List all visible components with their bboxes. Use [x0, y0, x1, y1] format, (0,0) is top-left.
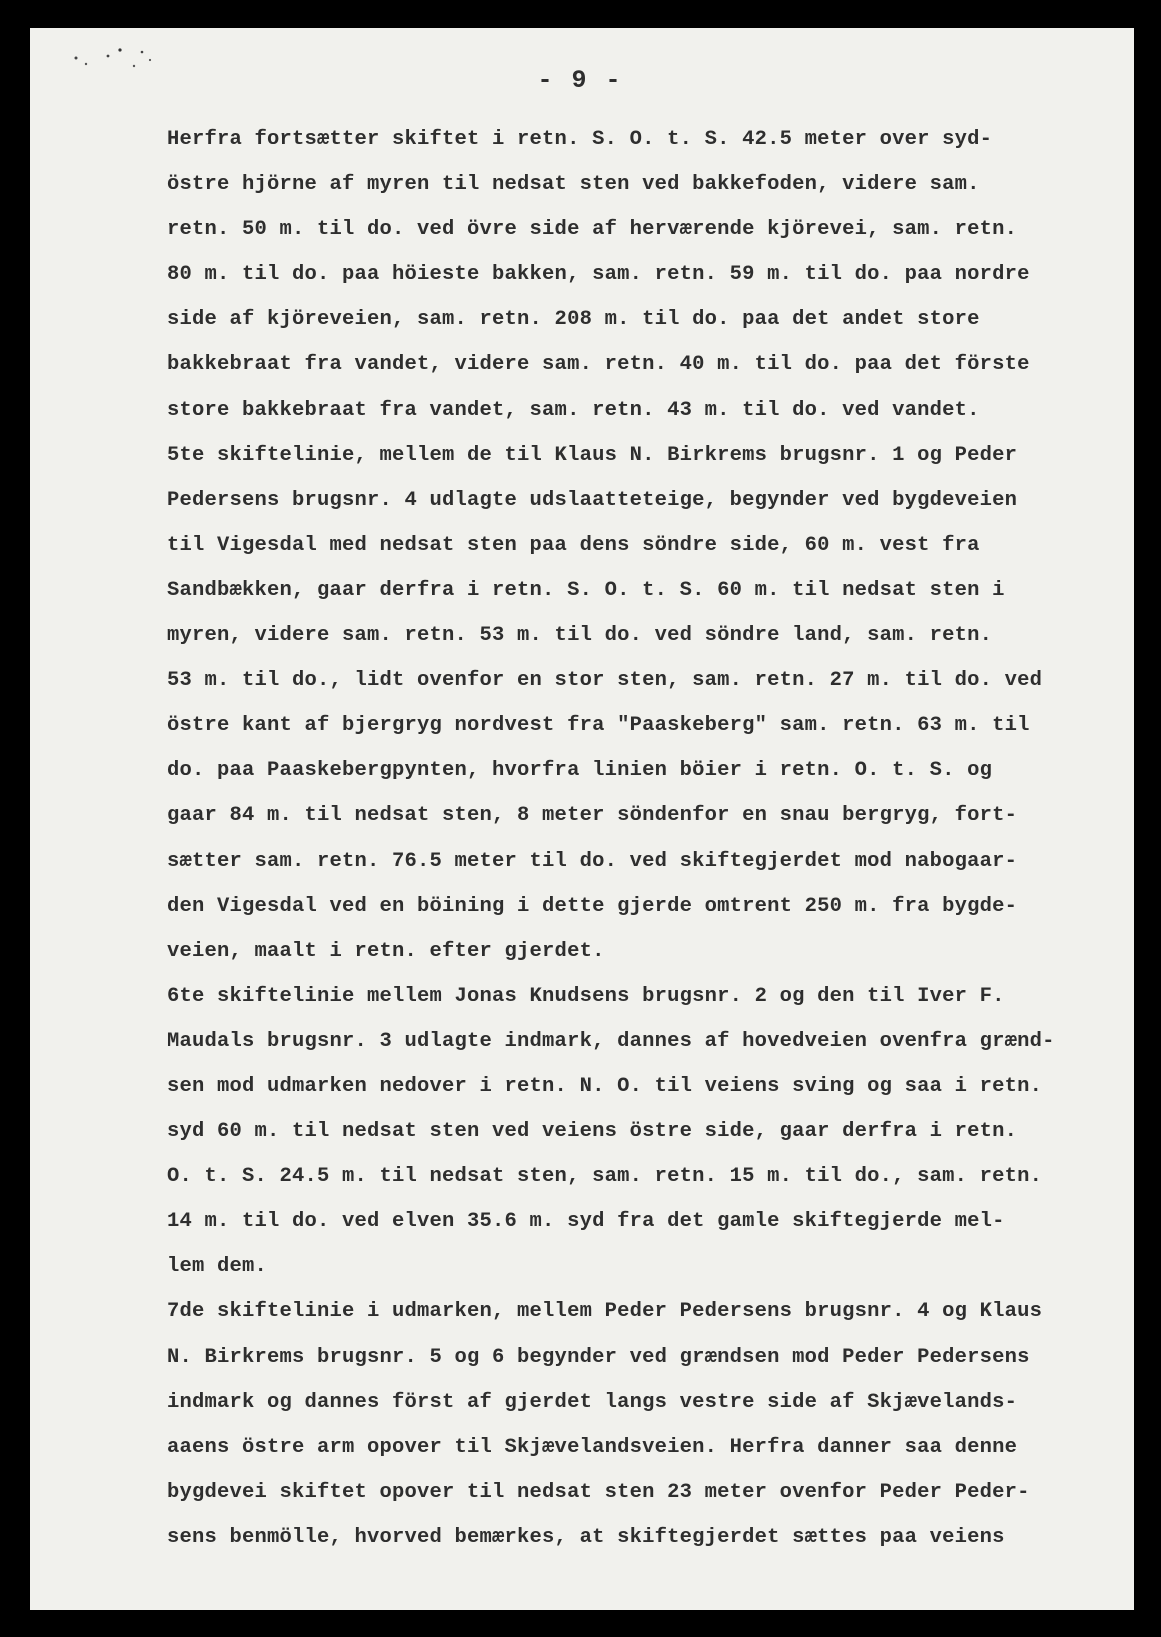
- text-line: retn. 50 m. til do. ved övre side af herværende kjörevei, sam. retn.: [167, 218, 1018, 242]
- text-line: N. Birkrems brugsnr. 5 og 6 begynder ved grændsen mod Peder Pedersens: [167, 1345, 1030, 1369]
- text-line: bakkebraat fra vandet, videre sam. retn. 40 m. til do. paa det förste: [167, 353, 1030, 377]
- text-line: lem dem.: [167, 1255, 268, 1279]
- text-line: myren, videre sam. retn. 53 m. til do. ved söndre land, sam. retn.: [167, 624, 993, 648]
- text-line: gaar 84 m. til nedsat sten, 8 meter söndenfor en snau bergryg, fort-: [167, 804, 1018, 828]
- text-line: aaens östre arm opover til Skjævelandsveien. Herfra danner saa denne: [167, 1435, 1018, 1459]
- text-line: til Vigesdal med nedsat sten paa dens söndre side, 60 m. vest fra: [167, 533, 980, 557]
- text-line: östre kant af bjergryg nordvest fra "Paaskeberg" sam. retn. 63 m. til: [167, 714, 1030, 738]
- text-line: 53 m. til do., lidt ovenfor en stor sten, sam. retn. 27 m. til do. ved: [167, 669, 1043, 693]
- text-line: indmark og dannes först af gjerdet langs vestre side af Skjævelands-: [167, 1390, 1018, 1414]
- text-line: sætter sam. retn. 76.5 meter til do. ved skiftegjerdet mod nabogaar-: [167, 849, 1018, 873]
- text-line: do. paa Paaskebergpynten, hvorfra linien böier i retn. O. t. S. og: [167, 759, 993, 783]
- text-line: 14 m. til do. ved elven 35.6 m. syd fra det gamle skiftegjerde mel-: [167, 1210, 1005, 1234]
- text-line: Maudals brugsnr. 3 udlagte indmark, dannes af hovedveien ovenfra grænd-: [167, 1029, 1055, 1053]
- text-line: 6te skiftelinie mellem Jonas Knudsens brugsnr. 2 og den til Iver F.: [167, 984, 1005, 1008]
- text-line: östre hjörne af myren til nedsat sten ved bakkefoden, videre sam.: [167, 173, 980, 197]
- text-line: Pedersens brugsnr. 4 udlagte udslaatteteige, begynder ved bygdeveien: [167, 488, 1018, 512]
- text-line: veien, maalt i retn. efter gjerdet.: [167, 939, 605, 963]
- body-text: [167, 117, 1117, 1560]
- page-number: - 9 -: [537, 66, 623, 95]
- text-line: store bakkebraat fra vandet, sam. retn. 43 m. til do. ved vandet.: [167, 398, 980, 422]
- text-line: Herfra fortsætter skiftet i retn. S. O. t. S. 42.5 meter over syd-: [167, 128, 993, 151]
- text-line: O. t. S. 24.5 m. til nedsat sten, sam. retn. 15 m. til do., sam. retn.: [167, 1165, 1043, 1189]
- text-line: 5te skiftelinie, mellem de til Klaus N. Birkrems brugsnr. 1 og Peder: [167, 443, 1018, 467]
- text-line: syd 60 m. til nedsat sten ved veiens östre side, gaar derfra i retn.: [167, 1120, 1018, 1144]
- text-line: sens benmölle, hvorved bemærkes, at skiftegjerdet sættes paa veiens: [167, 1525, 1005, 1549]
- text-line: sen mod udmarken nedover i retn. N. O. til veiens sving og saa i retn.: [167, 1074, 1043, 1098]
- text-line: den Vigesdal ved en böining i dette gjerde omtrent 250 m. fra bygde-: [167, 894, 1018, 918]
- text-line: Sandbækken, gaar derfra i retn. S. O. t. S. 60 m. til nedsat sten i: [167, 578, 1005, 602]
- document-page: [30, 28, 1134, 1610]
- text-line: 80 m. til do. paa höieste bakken, sam. retn. 59 m. til do. paa nordre: [167, 263, 1030, 287]
- text-line: bygdevei skiftet opover til nedsat sten 23 meter ovenfor Peder Peder-: [167, 1480, 1030, 1504]
- text-line: 7de skiftelinie i udmarken, mellem Peder Pedersens brugsnr. 4 og Klaus: [167, 1300, 1043, 1324]
- text-line: side af kjöreveien, sam. retn. 208 m. til do. paa det andet store: [167, 308, 980, 332]
